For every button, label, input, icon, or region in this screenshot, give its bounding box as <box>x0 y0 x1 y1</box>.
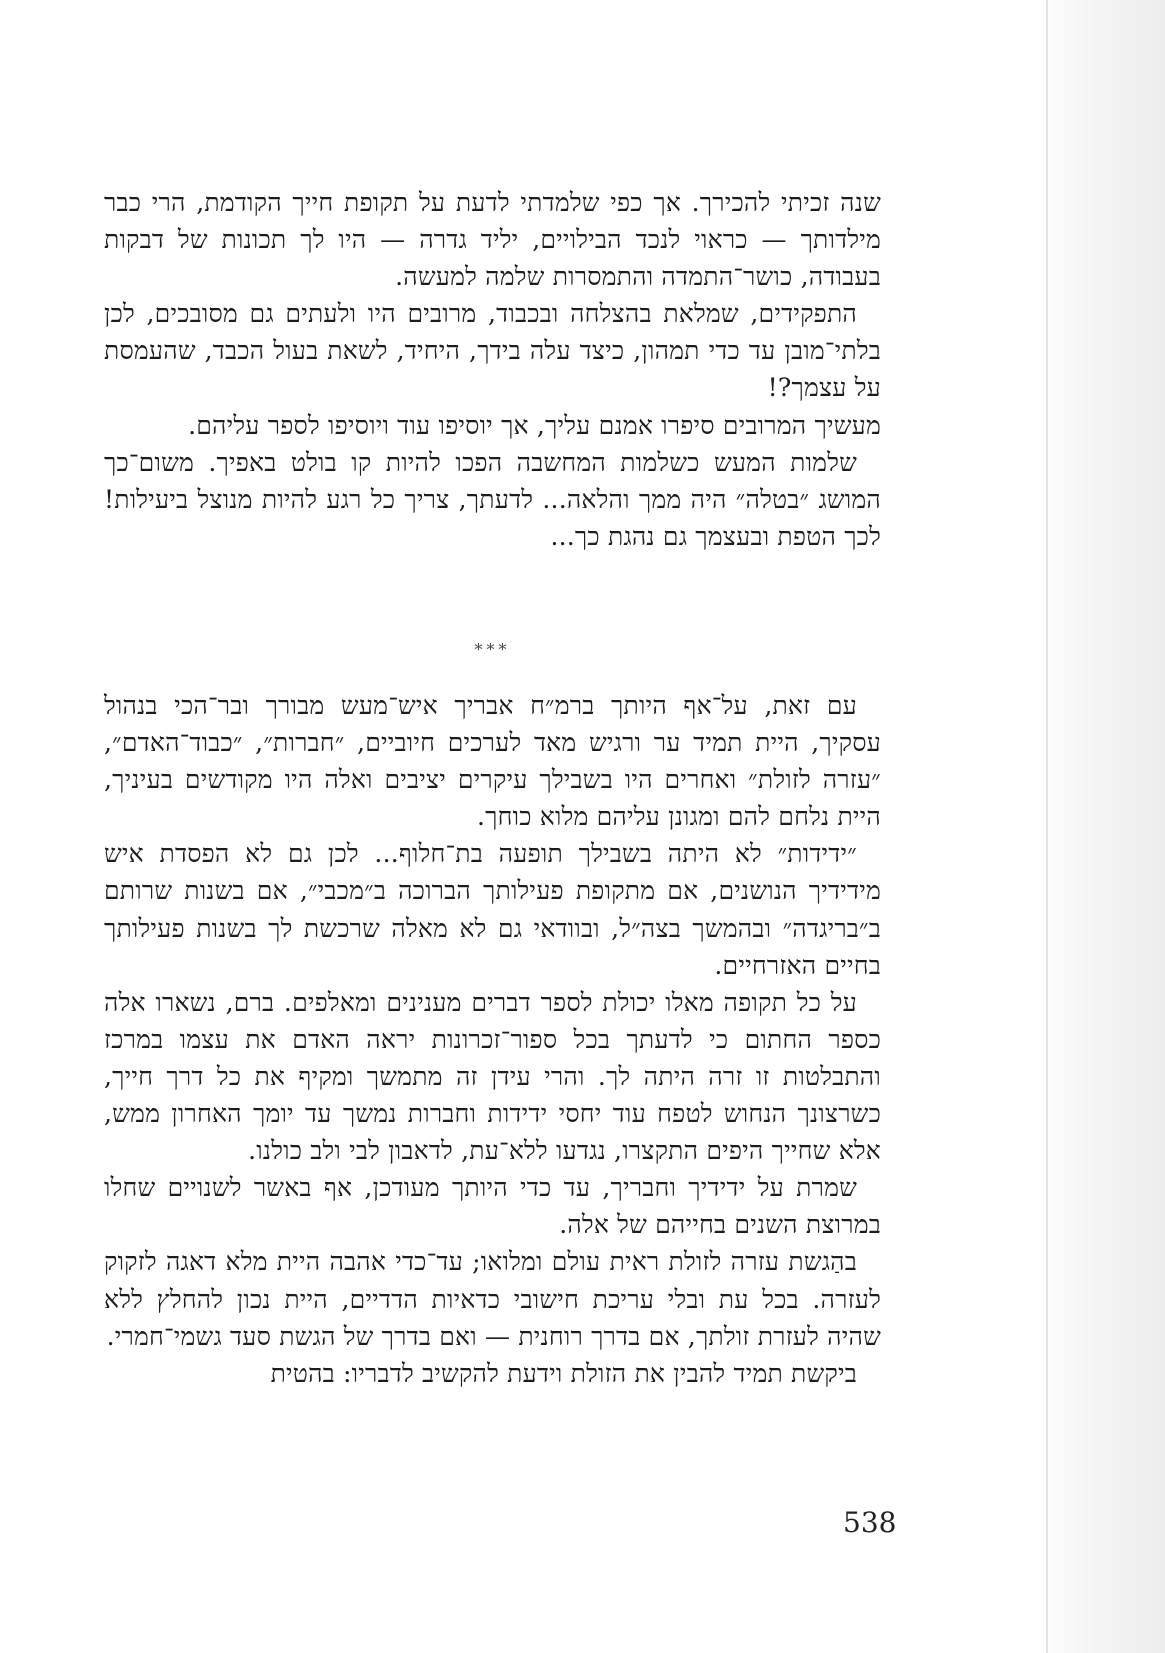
paragraph: מעשיך המרובים סיפרו אמנם עליך, אך יוסיפו עוד ויוסיפו לספר עליהם. <box>188 410 881 440</box>
page-number: 538 <box>843 1506 897 1539</box>
paragraph: על כל תקופה מאלו יכולת לספר דברים מענינים ומאלפים. ברם, נשארו אלה כספר החתום כי לדעתך בכל ספור־זכרונות יראה האדם את עצמו במרכז והתבלטות זו זרה היתה לך. והרי עידן זה מתמשך ומקיף את כל דרך חייך, כשרצונך הנחוש לטפח עוד יחסי ידידות וחברות נמשך עד יומך האחרון ממש, אלא שחייך היפים התקצרו, נגדעו ללא־עת, לדאבון לבי ולב כולנו. <box>104 987 881 1166</box>
binding-shadow <box>1040 0 1165 1653</box>
paragraph: בהַגשת עזרה לזולת ראית עולם ומלואו; עד־כדי אהבה היית מלא דאגה לזקוק לעזרה. בכל עת ובלי עריכת חישובי כדאיות הדדיים, היית נכון להחלץ ללא שהיה לעזרת זולתך, אם בדרך רוחנית — ואם בדרך של הגשת סעד גשמי־חמרי. <box>104 1247 881 1351</box>
paragraph: עם זאת, על־אף היותך ברמ״ח אבריך איש־מעש מבורך ובר־הכי בנהול עסקיך, היית תמיד ער ורגיש מאד לערכים חיוביים, ״חברות״, ״כבוד־האדם״, ״עזרה לזולת״ ואחרים היו בשבילך עיקרים יציבים ואלה היו מקודשים בעיניך, היית נלחם להם ומגונן עליהם מלוא כוחך. <box>104 691 881 832</box>
paragraph: התפקידים, שמלאת בהצלחה ובכבוד, מרובים היו ולעתים גם מסובכים, לכן בלתי־מובן עד כדי תמהון, כיצד עלה בידך, היחיד, לשאת בעול הכבד, שהעמסת על עצמך?! <box>104 299 881 403</box>
text-section-1 <box>104 184 881 555</box>
paragraph: שלמות המעש כשלמות המחשבה הפכו להיות קו בולט באפיך. משום־כך המושג ״בטלה״ היה ממך והלאה... לדעתך, צריך כל רגע להיות מנוצל ביעילות! לכך הטפת ובעצמך גם נהגת כך... <box>104 447 881 551</box>
section-separator: *** <box>474 640 511 659</box>
text-section-2 <box>104 687 881 1392</box>
paragraph: שמרת על ידידיך וחבריך, עד כדי היותך מעודכן, אף באשר לשנויים שחלו במרוצת השנים בחייהם של אלה. <box>104 1173 881 1240</box>
paragraph: ״ידידות״ לא היתה בשבילך תופעה בת־חלוף... לכן גם לא הפסדת איש מידידיך הנושנים, אם מתקופת פעילותך הברוכה ב״מכבי״, אם בשנות שרותם ב״בריגדה״ ובהמשך בצה״ל, ובוודאי גם לא מאלה שרכשת לך בשנות פעילותך בחיים האזרחיים. <box>104 839 881 980</box>
page-edge <box>1046 0 1048 1653</box>
paragraph: שנה זכיתי להכירך. אך כפי שלמדתי לדעת על תקופת חייך הקודמת, הרי כבר מילדותך — כראוי לנכד הבילויים, יליד גדרה — היו לך תכונות של דבקות בעבודה, כושר־התמדה והתמסרות שלמה למעשה. <box>104 188 881 292</box>
paragraph: ביקשת תמיד להבין את הזולת וידעת להקשיב לדבריו: בהטית <box>270 1358 857 1388</box>
